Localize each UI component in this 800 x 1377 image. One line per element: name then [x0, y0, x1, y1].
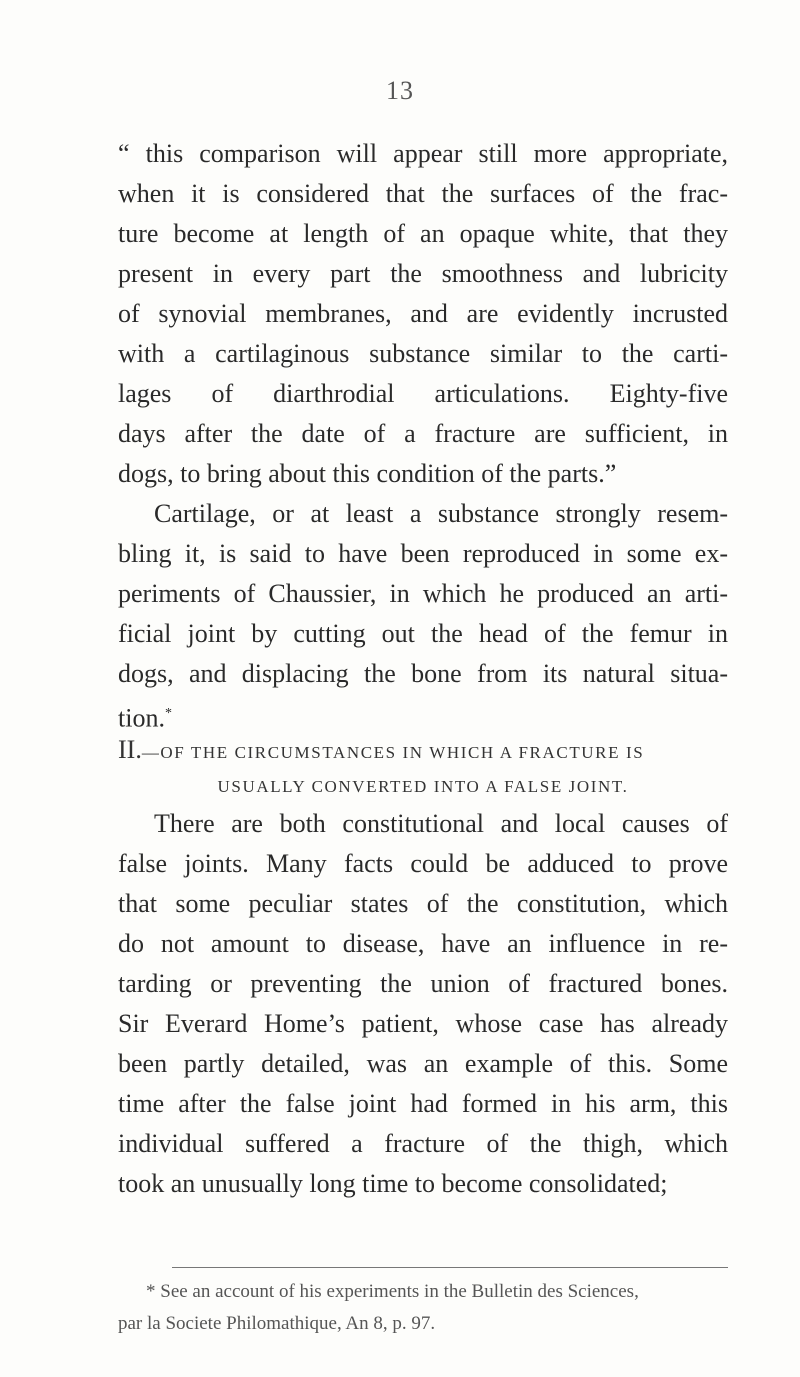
footnote-divider — [172, 1267, 728, 1268]
text-line: present in every part the smoothness and lubricity — [118, 259, 728, 288]
heading-line-2: USUALLY CONVERTED INTO A FALSE JOINT. — [217, 777, 629, 796]
text-line-with-footnote-mark — [118, 694, 728, 739]
paragraph-quote-continuation — [118, 134, 728, 494]
text-line: false joints. Many facts could be adduced to prove — [118, 849, 728, 878]
section-numeral: II. — [118, 735, 142, 764]
text-line: lages of diarthrodial articulations. Eighty-five — [118, 379, 728, 408]
text-line: bling it, is said to have been reproduced in some ex- — [118, 539, 728, 568]
text-line: that some peculiar states of the constitution, which — [118, 889, 728, 918]
text-line: dogs, and displacing the bone from its natural situa- — [118, 659, 728, 688]
text-line: took an unusually long time to become consolidated; — [118, 1169, 668, 1198]
heading-text-1: —OF THE CIRCUMSTANCES IN WHICH A FRACTURE IS — [141, 743, 645, 762]
footnote-line-1: * See an account of his experiments in the Bulletin des Sciences, — [146, 1281, 639, 1302]
text-line: There are both constitutional and local causes of — [154, 809, 728, 838]
paragraph-cartilage — [118, 494, 728, 739]
text-line: do not amount to disease, have an influence in re- — [118, 929, 728, 958]
text-line: Cartilage, or at least a substance strongly resem- — [154, 499, 728, 528]
paragraph-causes — [118, 804, 728, 1204]
text-line: with a cartilaginous substance similar to the carti- — [118, 339, 728, 368]
text-line: ficial joint by cutting out the head of the femur in — [118, 619, 728, 648]
text-line: tarding or preventing the union of fractured bones. — [118, 969, 728, 998]
text-line: periments of Chaussier, in which he produced an arti- — [118, 579, 728, 608]
footnote-line-2: par la Societe Philomathique, An 8, p. 97. — [118, 1313, 436, 1334]
heading-line-1 — [118, 733, 758, 770]
text-line: tion. — [118, 703, 165, 733]
text-line: individual suffered a fracture of the thigh, which — [118, 1129, 728, 1158]
text-line: dogs, to bring about this condition of the parts.” — [118, 459, 617, 488]
section-heading — [118, 733, 758, 804]
text-line: days after the date of a fracture are sufficient, in — [118, 419, 728, 448]
text-line: “ this comparison will appear still more appropriate, — [118, 139, 728, 168]
footnote — [118, 1276, 728, 1340]
text-line: when it is considered that the surfaces of the frac- — [118, 179, 728, 208]
footnote-reference: * — [164, 706, 172, 721]
text-line: Sir Everard Home’s patient, whose case has already — [118, 1009, 728, 1038]
page-number: 13 — [386, 76, 414, 105]
text-line: been partly detailed, was an example of this. Some — [118, 1049, 728, 1078]
text-line: time after the false joint had formed in his arm, this — [118, 1089, 728, 1118]
text-line: of synovial membranes, and are evidently incrusted — [118, 299, 728, 328]
text-line: ture become at length of an opaque white, that they — [118, 219, 728, 248]
